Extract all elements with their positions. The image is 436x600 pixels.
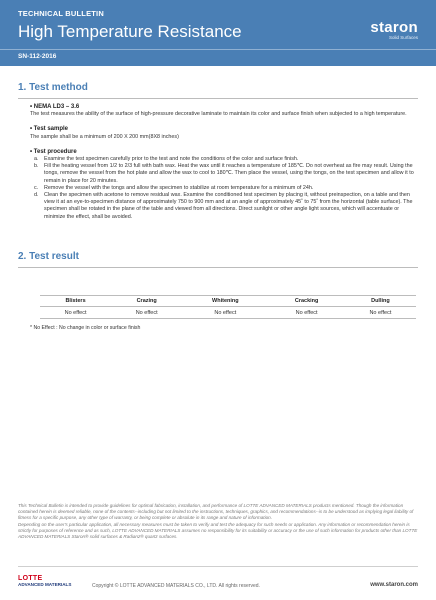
section-divider xyxy=(18,98,418,99)
standard-description: The test measures the ability of the surface of high-pressure decorative laminate to maintain its color and surface finish when subjected to a high temperature. xyxy=(30,111,407,118)
procedure-step xyxy=(30,192,420,221)
section-divider xyxy=(18,267,418,268)
lotte-logo xyxy=(18,575,71,588)
procedure-text: Remove the vessel with the tongs and allow the specimen to stabilize at room temperature for a minimum of 24h. xyxy=(44,184,314,191)
page-title: High Temperature Resistance xyxy=(18,22,242,41)
procedure-step xyxy=(30,156,420,163)
website-link[interactable]: www.staron.com xyxy=(370,582,418,588)
logo-tagline: Solid Surfaces xyxy=(388,35,418,40)
table-row xyxy=(40,307,416,319)
section-test-result-heading xyxy=(18,251,418,268)
section-test-method-heading xyxy=(18,82,418,99)
staron-logo xyxy=(370,19,418,40)
procedure-heading: • Test procedure xyxy=(30,148,77,155)
section-title: 2. Test result xyxy=(18,251,79,262)
procedure-text: Fill the heating vessel from 1/2 to 2/3 full with bath wax. Heat the wax until it reaches a temperature of 185℃. Do not overheat as fire may result. Using the tongs, remove the vessel from the hot plate and allow the wax to cool to 180℃. Then place the vessel, using the tongs, on the test specimen and allow it to remain in place for 20 minutes. xyxy=(44,163,414,184)
disclaimer-paragraph: Depending on the user's particular application, all necessary measures must be taken to verify and test the adequacy for such needs or application. Any information or recommendation herein is strictly for purposes of reference and as such, LOTTE ADVANCED MATERIALS assumes no responsibility for its suitability or accuracy or the use of such information for products other than LOTTE ADVANCED MATERIALS Staron® solid surfaces & Radianz® quartz surfaces. xyxy=(18,521,418,540)
sample-heading: • Test sample xyxy=(30,126,69,133)
column-header: Crazing xyxy=(111,296,182,307)
column-header: Cracking xyxy=(268,296,344,307)
sample-description: The sample shall be a minimum of 200 X 200 mm(8X8 inches) xyxy=(30,133,179,140)
header-divider xyxy=(0,49,436,50)
procedure-letter: d. xyxy=(34,192,39,199)
column-header: Blisters xyxy=(40,296,111,307)
result-table xyxy=(40,295,416,319)
footer-divider xyxy=(18,566,418,567)
disclaimer-paragraph: This Technical Bulletin is intended to provide guidelines for optimal fabrication, installation, and performance of LOTTE ADVANCED MATERIALS products mentioned. Though the information contained herein is deemed reliable, none of the contents--including but not limited to the instructions, techniques, graphics, and recommendations--is to be understood as implying legal liability of fitness for a specific purpose, any other type of warranty, or being complete or absolute in its range and nature of information. xyxy=(18,503,414,521)
bulletin-kicker: TECHNICAL BULLETIN xyxy=(18,9,104,18)
table-cell: No effect xyxy=(268,307,344,319)
section-title: 1. Test method xyxy=(18,82,88,93)
procedure-letter: c. xyxy=(34,184,39,191)
table-cell: No effect xyxy=(182,307,268,319)
test-method-body xyxy=(30,104,420,221)
copyright-text: Copyright © LOTTE ADVANCED MATERIALS CO., LTD. All rights reserved. xyxy=(92,583,260,589)
column-header: Whitening xyxy=(182,296,268,307)
lotte-logo-line2: ADVANCED MATERIALS xyxy=(18,582,72,587)
procedure-step xyxy=(30,163,420,185)
procedure-text: Examine the test specimen carefully prior to the test and note the conditions of the color and surface finish. xyxy=(44,156,299,163)
procedure-letter: a. xyxy=(34,156,39,163)
procedure-text: Clean the specimen with acetone to remove residual wax. Examine the conditioned test specimen by placing it, without preinspection, on a table and then view it at an eye-to-specimen distance of approximately 750 to 900 mm and at an angle of approximately 45˚ to 75˚ from the horizontal (table surface). The specimen shall be rotated in the plane of the table and viewed from all directions. Direct sunlight or other angle light sources, which will accentuate or minimize the effect, shall be avoided. xyxy=(44,192,413,220)
table-cell: No effect xyxy=(40,307,111,319)
column-header: Dulling xyxy=(345,296,416,307)
logo-wordmark: staron xyxy=(370,19,418,36)
result-footnote: * No Effect : No change in color or surface finish xyxy=(30,325,141,331)
table-cell: No effect xyxy=(111,307,182,319)
bulletin-code: SN-112-2016 xyxy=(18,53,57,60)
table-cell: No effect xyxy=(345,307,416,319)
header-banner xyxy=(0,0,436,66)
lotte-logo-line1: LOTTE xyxy=(18,575,43,582)
procedure-letter: b. xyxy=(34,163,39,170)
disclaimer xyxy=(18,503,418,540)
table-header-row xyxy=(40,296,416,307)
procedure-step xyxy=(30,185,420,192)
standard-heading: • NEMA LD3 – 3.6 xyxy=(30,104,80,110)
